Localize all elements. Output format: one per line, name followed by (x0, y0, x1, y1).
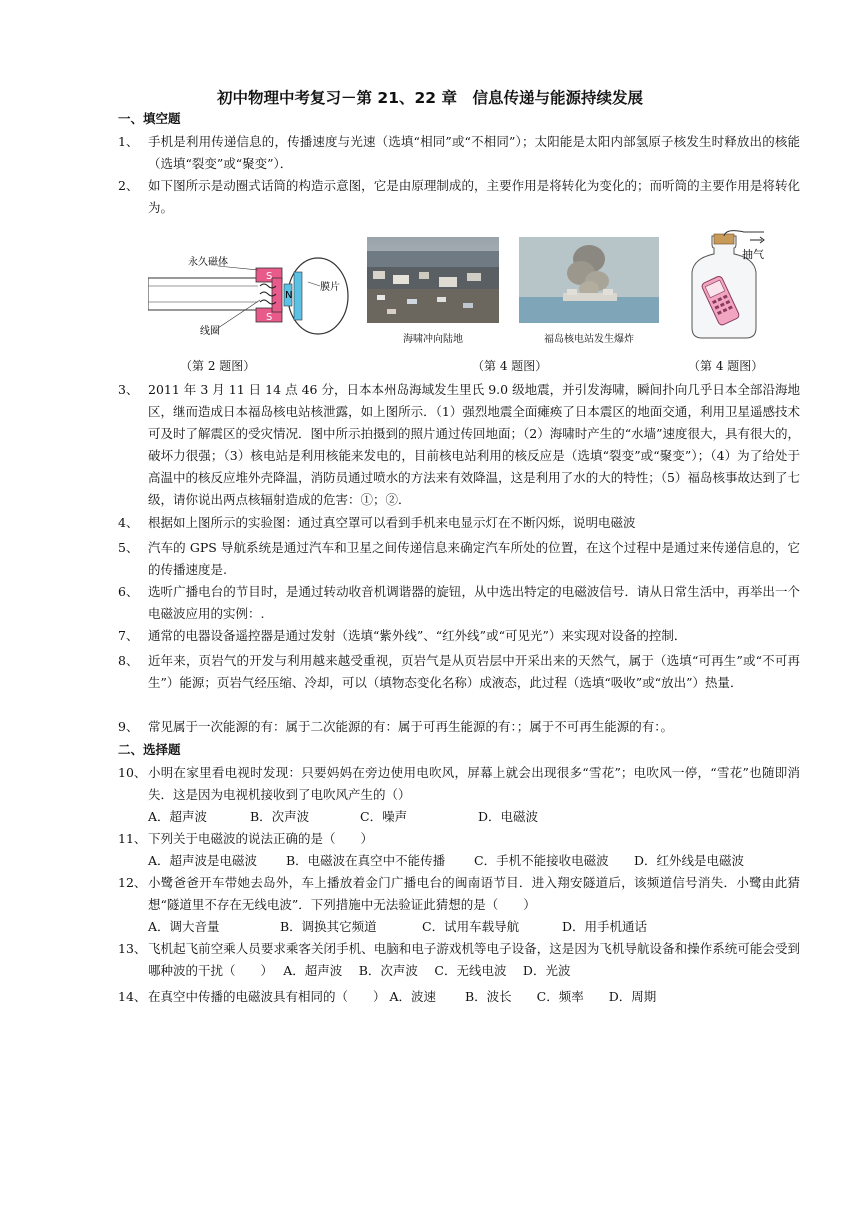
question-number: 6、 (118, 584, 139, 599)
question-number: 13、 (118, 941, 147, 956)
question-number: 14、 (118, 989, 147, 1004)
question-number: 10、 (118, 765, 147, 780)
option-b[interactable]: B．电磁波在真空中不能传播 (286, 853, 446, 868)
question-number: 5、 (118, 540, 139, 555)
option-c[interactable]: C．手机不能接收电磁波 (474, 853, 609, 868)
question-number: 2、 (118, 178, 139, 193)
option-row (148, 916, 800, 938)
question-text: 飞机起飞前空乘人员要求乘客关闭手机、电脑和电子游戏机等电子设备，这是因为飞机导航设备和操作系统可能会受到哪种波的干扰（ ） A．超声波 B．次声波 C．无线电波 D．光波 (148, 941, 800, 978)
tsunami-photo-image (367, 237, 499, 323)
question-14 (118, 986, 800, 1008)
question-text: 如下图所示是动圈式话筒的构造示意图，它是由原理制成的，主要作用是将转化为变化的；而听筒的主要作用是将转化为。 (148, 178, 800, 215)
option-row (148, 806, 800, 828)
figure-caption-4b: （第 4 题图） (688, 359, 764, 373)
label-n: N (285, 290, 293, 301)
option-c[interactable]: C．试用车载导航 (422, 919, 520, 934)
question-8 (118, 650, 800, 694)
question-text: 通常的电器设备遥控器是通过发射（选填“紫外线”、“红外线”或“可见光”）来实现对设备的控制． (148, 628, 687, 643)
fukushima-photo (519, 237, 659, 345)
label-s-bottom: S (266, 312, 273, 323)
question-text: 小鹭爸爸开车带她去岛外，车上播放着金门广播电台的闽南语节目．进入翔安隧道后，该频道信号消失．小鹭由此猜想“隧道里不存在无线电波”．下列措施中无法验证此猜想的是（ ） (148, 875, 800, 912)
question-13 (118, 938, 800, 982)
question-text: 选听广播电台的节目时，是通过转动收音机调谐器的旋钮，从中选出特定的电磁波信号．请从日常生活中，再举出一个电磁波应用的实例：. (148, 584, 800, 621)
page-title: 初中物理中考复习－第 21、22 章 信息传递与能源持续发展 (217, 89, 643, 107)
fukushima-photo-caption: 福岛核电站发生爆炸 (544, 334, 634, 345)
option-a[interactable]: A．调大音量 (148, 919, 220, 934)
question-number: 12、 (118, 875, 147, 890)
question-12 (118, 872, 800, 938)
question-number: 8、 (118, 653, 139, 668)
question-11 (118, 828, 800, 872)
jar-label-pump: 抽气 (742, 248, 764, 261)
label-coil: 线圈 (200, 326, 220, 337)
question-number: 9、 (118, 719, 139, 734)
option-c[interactable]: C．噪声 (360, 809, 408, 824)
question-3 (118, 379, 800, 511)
tsunami-photo-caption: 海啸冲向陆地 (403, 334, 463, 345)
section-heading-multiple-choice: 二、选择题 (118, 742, 181, 757)
vacuum-jar-phone-diagram (684, 230, 770, 342)
question-7 (118, 625, 800, 647)
label-diaphragm: 膜片 (320, 282, 340, 293)
question-5 (118, 537, 800, 581)
tsunami-photo (367, 237, 499, 345)
question-number: 4、 (118, 515, 139, 530)
option-a[interactable]: A．超声波 (148, 809, 208, 824)
question-text: 近年来，页岩气的开发与利用越来越受重视，页岩气是从页岩层中开采出来的天然气，属于（选填“可再生”或“不可再生”）能源；页岩气经压缩、冷却，可以（填物态变化名称）成液态，此过程（选填“吸收”或“放出”）热量． (148, 653, 800, 690)
question-text: 2011 年 3 月 11 日 14 点 46 分，日本本州岛海域发生里氏 9.0 级地震，并引发海啸，瞬间扑向几乎日本全部沿海地区，继而造成日本福岛核电站核泄露，如上图所示．（1）强烈地震全面瘫痪了日本震区的地面交通，利用卫星遥感技术可及时了解震区的受灾情况．图中所示拍摄到的照片通过传回地面；（2）海啸时产生的“水墙”速度很大，具有很大的，破坏力很强；（3）核电站是利用核能来发电的，目前核电站利用的核反应是（选填“裂变”或“聚变”）；（4）为了给处于高温中的核反应堆外壳降温，消防员通过喷水的方法来有效降温，这是利用了水的大的特性；（5）福岛核事故达到了七级，请你说出两点核辐射造成的危害：①；②． (148, 382, 800, 507)
question-number: 3、 (118, 382, 139, 397)
option-d[interactable]: D．用手机通话 (562, 919, 648, 934)
option-b[interactable]: B．调换其它频道 (280, 919, 377, 934)
option-d[interactable]: D．电磁波 (478, 809, 539, 824)
question-text: 常见属于一次能源的有：属于二次能源的有：属于可再生能源的有：；属于不可再生能源的有：。 (148, 719, 674, 734)
label-s-top: S (266, 271, 273, 282)
question-number: 11、 (118, 831, 147, 846)
question-2 (118, 175, 800, 219)
question-6 (118, 581, 800, 625)
option-d[interactable]: D．红外线是电磁波 (634, 853, 745, 868)
question-text: 汽车的 GPS 导航系统是通过汽车和卫星之间传递信息来确定汽车所处的位置，在这个过程中是通过来传递信息的，它的传播速度是. (148, 540, 800, 577)
label-magnet: 永久磁体 (188, 257, 228, 268)
question-text: 根据如上图所示的实验图：通过真空罩可以看到手机来电显示灯在不断闪烁，说明电磁波 (148, 515, 636, 530)
question-text: 手机是利用传递信息的，传播速度与光速（选填“相同”或“不相同”）；太阳能是太阳内部氢原子核发生时释放出的核能（选填“裂变”或“聚变”）． (148, 134, 800, 171)
question-1 (118, 131, 800, 175)
section-heading-fill-blank: 一、填空题 (118, 111, 181, 126)
figure-caption-2: （第 2 题图） (180, 359, 256, 373)
question-4 (118, 512, 800, 534)
option-a[interactable]: A．超声波是电磁波 (148, 853, 258, 868)
microphone-diagram (148, 248, 352, 342)
fukushima-photo-image (519, 237, 659, 323)
question-number: 7、 (118, 628, 139, 643)
question-text: 小明在家里看电视时发现：只要妈妈在旁边使用电吹风，屏幕上就会出现很多“雪花”；电吹风一停，“雪花”也随即消失．这是因为电视机接收到了电吹风产生的（） (148, 765, 800, 802)
figure-caption-4a: （第 4 题图） (472, 359, 548, 373)
question-number: 1、 (118, 134, 139, 149)
question-10 (118, 762, 800, 828)
option-b[interactable]: B．次声波 (250, 809, 310, 824)
question-text: 下列关于电磁波的说法正确的是（ ） (148, 831, 374, 846)
question-9 (118, 716, 800, 738)
option-row (148, 850, 800, 872)
question-text: 在真空中传播的电磁波具有相同的（ ） A．波速 B．波长 C．频率 D．周期 (148, 989, 657, 1004)
